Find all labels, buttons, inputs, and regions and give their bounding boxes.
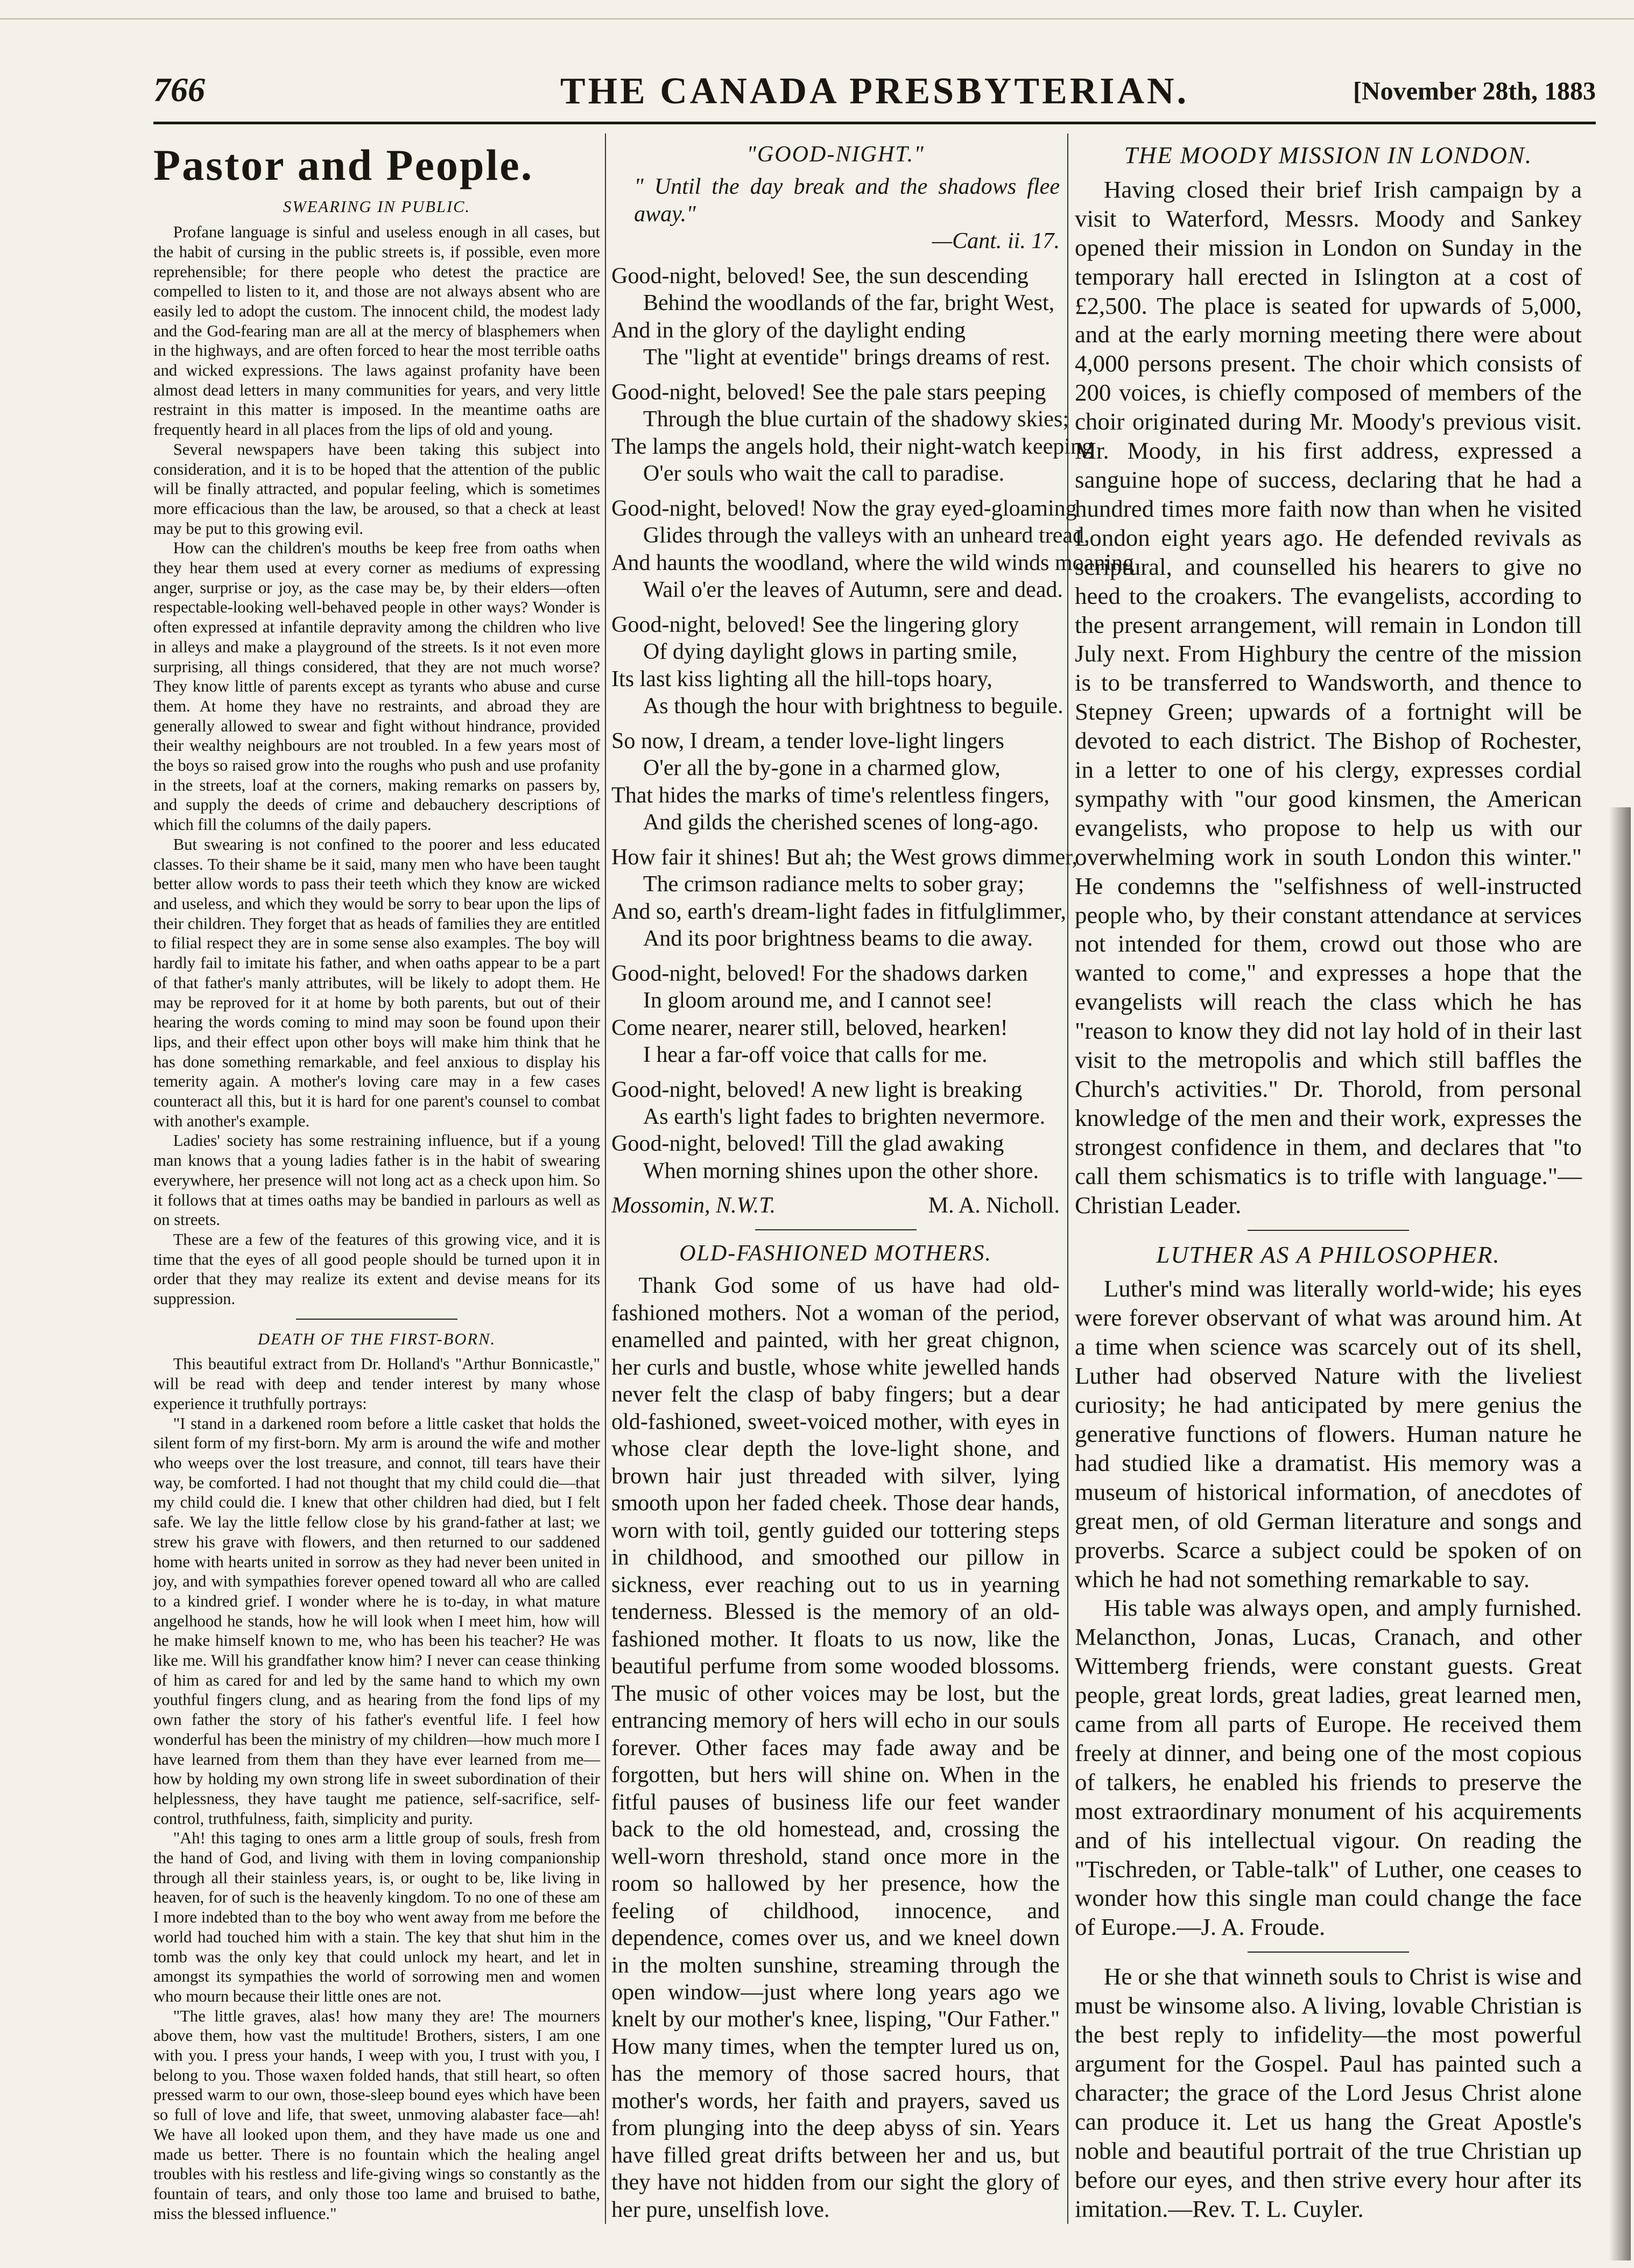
poem-stanza: [611, 379, 1094, 488]
poem-line: I hear a far-off voice that calls for me.: [643, 1043, 988, 1068]
poem-stanza: [611, 611, 1063, 720]
poem-line: The lamps the angels hold, their night-watch keeping: [611, 434, 1094, 459]
poem-line: Good-night, beloved! A new light is breaking: [611, 1077, 1023, 1102]
article-closing: [1075, 1962, 1582, 2223]
masthead: THE CANADA PRESBYTERIAN.: [560, 71, 1189, 112]
poem-stanza: [611, 263, 1060, 371]
article-moody: [1075, 141, 1582, 1220]
article-title: DEATH OF THE FIRST-BORN.: [257, 1329, 496, 1348]
paragraph: Ladies' society has some restraining influence, but if a young man knows that a young ladies father is in the habit of swearing everywhere, her presence will not long act as a check upon him. So it follows that at times oaths may be bandied in parlours as well as on streets.: [153, 1131, 600, 1229]
poem-line: Of dying daylight glows in parting smile,: [643, 639, 1018, 665]
article-body: [611, 1272, 1060, 2223]
poem-stanza: [611, 1076, 1060, 1185]
paragraph: Having closed their brief Irish campaign by a visit to Waterford, Messrs. Moody and Sankey opened their mission in London on Sunday in the temporary hall erected in Islington at a cost of £2,500. The place is seated for upwards of 5,000, and at the early morning meeting there were about 4,000 persons present. The choir which consists of 200 voices, is chiefly composed of members of the choir originated during Mr. Moody's previous visit. Mr. Moody, in his first address, expressed a sanguine hope of success, declaring that he had a hundred times more faith now than when he visited London eight years ago. He defended revivals as scriptural, and counselled his hearers to give no heed to the croakers. The evangelists, according to the present arrangement, will remain in London till July next. From Highbury the centre of the mission is to be transferred to Wandsworth, and thence to Stepney Green; upwards of a fortnight will be devoted to each district. The Bishop of Rochester, in a letter to one of his clergy, expresses cordial sympathy with "our good kinsmen, the American evangelists, who propose to help us with our overwhelming work in south London this winter." He condemns the "selfishness of well-instructed people who, by their constant attendance at services not intended for them, crowd out those who are wanted to come," and expresses a hope that the evangelists will reach the class which he has "reason to know they did not lay hold of in their last visit to the metropolis and which still baffles the Church's activities." Dr. Thorold, from personal knowledge of the men and their work, expresses the strongest confidence in them, and declares that "to call them schismatics is to trifle with language."—Christian Leader.: [1075, 175, 1582, 1218]
page-header: [153, 70, 1596, 118]
poem-line: O'er souls who wait the call to paradise.: [643, 461, 1005, 487]
divider: [296, 1319, 457, 1320]
paragraph: "I stand in a darkened room before a little casket that holds the silent form of my first-born. My arm is around the wife and mother who weeps over the lost treasure, and connot, till tears have their way, be comforted. I had not thought that my child could die—that my child could die. I knew that other children had died, but I felt safe. We lay the little fellow close by his grand-father at last; we strew his grave with flowers, and then returned to our saddened home with hearts united in sorrow as they had never been united in joy, and with sympathies forever opened toward all who are called to a kindred grief. I wonder where he is to-day, in what mature angelhood he stands, how he will look when I meet him, how will he make himself known to me, who has been his teacher? He was like me. Will his grandfather know him? I never can cease thinking of him as cared for and led by the same hand to which my own youthful fingers clung, and as hearing from the fond lips of my own father the story of his father's eventful life. I feel how wonderful has been the ministry of my children—how much more I have learned from them than they have ever learned from me—how by holding my own strong life in sweet subordination of their helplessness, they have taught me patience, self-sacrifice, self-control, truthfulness, faith, simplicity and purity.: [153, 1414, 600, 1828]
article-title: THE MOODY MISSION IN LONDON.: [1124, 142, 1533, 168]
paragraph: How can the children's mouths be keep free from oaths when they hear them used at every corner as mediums of expressing anger, surprise or joy, as the case may be, by their elders—often respectable-looking well-behaved people in other ways? Wonder is often expressed at infantile depravity among the children who live in alleys and make a playground of the streets. Is it not even more surprising, all things considered, that they are not much worse? They know little of parents except as tyrants who abuse and curse them. At home they have no restraints, and abroad they are generally allowed to swear and fight without hindrance, provided their wealthy neighbours are not troubled. In a few years most of the boys so raised grow into the roughs who push and use profanity in the streets, loaf at the corners, making remarks on passers by, and supply the deeds of crime and debauchery descriptions of which fill the columns of the daily papers.: [153, 539, 600, 834]
article-title: LUTHER AS A PHILOSOPHER.: [1156, 1241, 1501, 1268]
poem-line: In gloom around me, and I cannot see!: [643, 988, 993, 1013]
article-body: [153, 222, 600, 1309]
header-rule: [153, 122, 1596, 124]
poem-line: When morning shines upon the other shore.: [643, 1158, 1039, 1184]
divider: [1248, 1230, 1409, 1231]
paragraph: This beautiful extract from Dr. Holland's "Arthur Bonnicastle," will be read with deep and tender interest by many whose experience it truthfully portrays:: [153, 1355, 600, 1413]
article-body: [1075, 1962, 1582, 2223]
poem-stanza: [611, 960, 1060, 1069]
poem-stanza: [611, 844, 1077, 953]
divider: [755, 1229, 917, 1230]
poem-line: As though the hour with brightness to beguile.: [643, 694, 1063, 719]
poem-line: Come nearer, nearer still, beloved, hearken!: [611, 1015, 1008, 1040]
scan-binding-shadow: [1609, 807, 1631, 2260]
poem-line: How fair it shines! But ah; the West grows dimmer,: [611, 844, 1077, 870]
poem-line: Wail o'er the leaves of Autumn, sere and dead.: [643, 577, 1063, 603]
poem-line: Good-night, beloved! See, the sun descending: [611, 263, 1029, 288]
poem-line: The "light at eventide" brings dreams of rest.: [643, 345, 1051, 370]
paragraph: These are a few of the features of this growing vice, and it is time that the eyes of all good people should be turned upon it in order that they may realize its extent and devise means for its suppression.: [153, 1230, 600, 1308]
poem-line: That hides the marks of time's relentless fingers,: [611, 783, 1050, 808]
poem-line: So now, I dream, a tender love-light lingers: [611, 728, 1004, 753]
poem-line: And haunts the woodland, where the wild winds moaning: [611, 550, 1135, 575]
article-title: OLD-FASHIONED MOTHERS.: [679, 1241, 992, 1266]
section-heading: Pastor and People.: [153, 140, 534, 189]
poem-stanza: [611, 728, 1060, 836]
article-body: [1075, 1274, 1582, 1942]
poem-author: M. A. Nicholl.: [928, 1193, 1060, 1218]
poem-line: Good-night, beloved! See the pale stars peeping: [611, 379, 1046, 405]
paragraph: He or she that winneth souls to Christ is wise and must be winsome also. A living, lovable Christian is the best reply to infidelity—the most powerful argument for the Gospel. Paul has painted such a character; the grace of the Lord Jesus Christ alone can produce it. Let us hang the Great Apostle's noble and beautiful portrait of the true Christian up before our eyes, and then strive every hour after its imitation.—Rev. T. L. Cuyler.: [1075, 1963, 1582, 2222]
poem-line: Through the blue curtain of the shadowy skies;: [643, 407, 1069, 432]
poem-line: And so, earth's dream-light fades in fitfulglimmer,: [611, 899, 1066, 924]
poem-stanzas: [611, 263, 1135, 1185]
poem-line: O'er all the by-gone in a charmed glow,: [643, 756, 1001, 781]
paragraph: Thank God some of us have had old-fashioned mothers. Not a woman of the period, enamelled and painted, with her great chignon, her curls and bustle, whose white jewelled hands never felt the clasp of baby fingers; but a dear old-fashioned, sweet-voiced mother, with eyes in whose clear depth the love-light shone, and brown hair just threaded with silver, lying smooth upon her faded cheek. Those dear hands, worn with toil, gently guided our tottering steps in childhood, and smoothed our pillow in sickness, ever reaching out to us in yearning tenderness. Blessed is the memory of an old-fashioned mother. It floats to us now, like the beautiful perfume from some wooded blossoms. The music of other voices may be lost, but the entrancing memory of hers will echo in our souls forever. Other faces may fade away and be forgotten, but hers will shine on. When in the fitful pauses of business life our feet wander back to the old homestead, and, crossing the well-worn threshold, stand once more in the room so hallowed by her presence, how the feeling of childhood, innocence, and dependence, comes over us, and we kneel down in the molten sunshine, streaming through the open window—just where long years ago we knelt by our mother's knee, lisping, "Our Father." How many times, when the tempter lured us on, has the memory of those sacred hours, that mother's words, her faith and prayers, saved us from plunging into the deep abyss of sin. Years have filled great drifts between her and us, but they have not hidden from our sight the glory of her pure, unselfish love.: [611, 1273, 1060, 2222]
poem-epigraph: " Until the day break and the shadows flee away.": [634, 174, 1060, 227]
paragraph: "Ah! this taging to ones arm a little group of souls, fresh from the hand of God, and living with them in loving companionship through all their stainless years, is, or ought to be, like living in heaven, for of such is the heavenly kingdom. To no one of these am I more indebted than to the boy who went away from me before the world had touched him with a stain. The key that shut him in the tomb was the only key that could unlock my heart, and let in amongst its sympathies the world of sorrowing men and women who mourn because their little ones are not.: [153, 1829, 600, 2005]
poem-line: As earth's light fades to brighten nevermore.: [643, 1104, 1046, 1129]
page-number: 766: [153, 71, 205, 109]
column-rule: [605, 133, 606, 2224]
poem-signature: [611, 1192, 1060, 1219]
article-body: [1075, 175, 1582, 1220]
issue-date: [November 28th, 1883: [1353, 77, 1596, 105]
paragraph: Profane language is sinful and useless enough in all cases, but the habit of cursing in the public streets is, if possible, even more reprehensible; for there people who detest the practice are compelled to listen to it, and those are not always absent who are easily led to adopt the custom. The innocent child, the modest lady and the God-fearing man are all at the mercy of blasphemers when in the highways, and are often forced to hear the most terrible oaths and wicked expressions. The laws against profanity have been almost dead letters in many communities for years, and very little restraint in this matter is imposed. In the meantime oaths are frequently heard in all places from the lips of old and young.: [153, 223, 600, 439]
article-mothers: [611, 1240, 1060, 2223]
poem-line: Good-night, beloved! Till the glad awaking: [611, 1131, 1004, 1157]
article-luther: [1075, 1241, 1582, 1942]
column-3: [1075, 136, 1582, 2224]
poem-line: And gilds the cherished scenes of long-ago.: [643, 810, 1039, 835]
column-2: [611, 136, 1135, 2224]
article-death: [153, 1329, 600, 2224]
poem-line: Good-night, beloved! For the shadows darken: [611, 961, 1028, 986]
poem-line: Good-night, beloved! Now the gray eyed-gloaming: [611, 496, 1077, 521]
article-swearing: [153, 197, 600, 1308]
poem-stanza: [611, 495, 1135, 604]
poem-title: "GOOD-NIGHT.": [746, 142, 925, 167]
poem-line: And its poor brightness beams to die away.: [643, 926, 1033, 952]
poem-line: Glides through the valleys with an unheard tread,: [643, 523, 1090, 548]
paragraph: But swearing is not confined to the poorer and less educated classes. To their shame be it said, many men who have been taught better allow words to pass their teeth which they know are wicked and useless, and which they would be sorry to bear upon the lips of their children. They forget that as heads of families they are entitled to filial respect they are in some sense also examples. The boy will hardly fail to imitate his father, and when oaths appear to be a part of that father's manly attributes, will be likely to adopt them. He may be reproved for it at home by both parents, but out of their hearing the words coming to mind may soon be found upon their lips, and their effect upon other boys will make him think that he has done something remarkable, and feel anxious to display his temerity again. A mother's loving care may in a few cases counteract all this, but it is hard for one parent's counsel to combat with another's example.: [153, 835, 600, 1130]
poem-line: The crimson radiance melts to sober gray;: [643, 872, 1024, 897]
divider: [1248, 1952, 1409, 1953]
poem-line: And in the glory of the daylight ending: [611, 318, 966, 343]
article-body: [153, 1354, 600, 2223]
paragraph: His table was always open, and amply furnished. Melancthon, Jonas, Lucas, Cranach, and other Wittemberg friends, were constant guests. Great people, great lords, great ladies, great learned men, came from all parts of Europe. He received them freely at dinner, and being one of the most copious of talkers, he enabled his friends to preserve the most extraordinary monument of his acquirements and of his intellectual vigour. On reading the "Tischreden, or Table-talk" of Luther, one ceases to wonder how this single man could change the face of Europe.—J. A. Froude.: [1075, 1594, 1582, 1941]
paragraph: Luther's mind was literally world-wide; his eyes were forever observant of what was around him. At a time when science was scarcely out of its shell, Luther had observed Nature with the liveliest curiosity; he had anticipated by mere genius the generative functions of flowers. Human nature he had studied like a dramatist. His memory was a museum of historical information, of anecdotes of great men, of old German literature and songs and proverbs. Scarce a subject could be spoken of on which he had not something remarkable to say.: [1075, 1275, 1582, 1593]
paragraph: Several newspapers have been taking this subject into consideration, and it is to be hoped that the attention of the public will be finally attracted, and popular feeling, which is sometimes more efficacious than the law, be aroused, so that a check at least may be put to this growing evil.: [153, 440, 600, 538]
column-1: [153, 136, 600, 2224]
poem-line: Good-night, beloved! See the lingering glory: [611, 612, 1019, 637]
poem-epigraph-ref: —Cant. ii. 17.: [932, 229, 1060, 254]
poem-line: Its last kiss lighting all the hill-tops hoary,: [611, 666, 992, 692]
poem-place: Mossomin, N.W.T.: [611, 1193, 776, 1218]
scan-edge: [0, 0, 1634, 19]
poem-line: Behind the woodlands of the far, bright West,: [643, 291, 1055, 316]
article-title: SWEARING IN PUBLIC.: [283, 198, 471, 216]
poem-good-night: [611, 141, 1135, 1220]
paragraph: "The little graves, alas! how many they are! The mourners above them, how vast the multitude! Brothers, sisters, I am one with you. I press your hands, I weep with you, I trust with you, I belong to you. Those waxen folded hands, that still heart, so often pressed warm to our own, those-sleep bound eyes which have been so full of love and life, that sweet, unmoving alabaster face—ah! We have all looked upon them, and they have made us one and made us better. There is no fountain which the healing angel troubles with his restless and life-giving wings so constantly as the fountain of tears, and only those too lame and bruised to bathe, miss the blessed influence.": [153, 2006, 600, 2223]
